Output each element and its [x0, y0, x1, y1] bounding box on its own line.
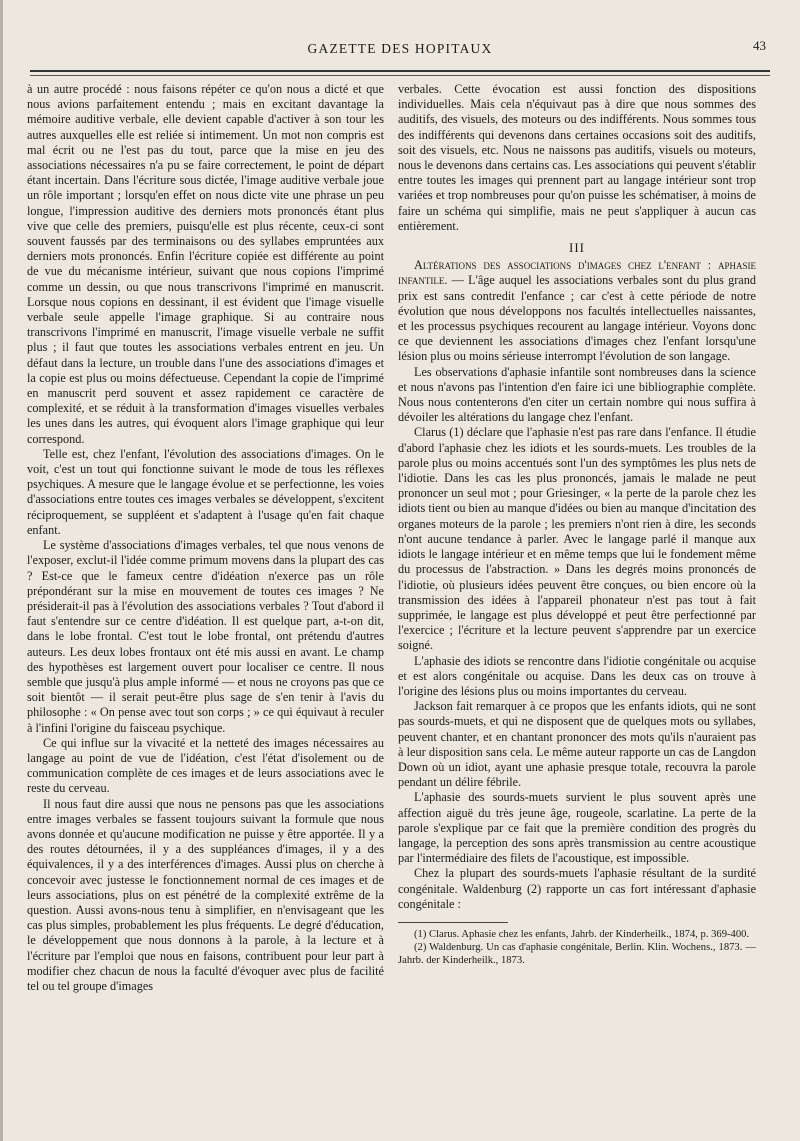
paragraph: Ce qui influe sur la vivacité et la netteté des images nécessaires au langage au point de vue de l'idéation, c'est l'état d'isolement ou de communication complète de ces images et de leurs associations avec le reste du cerveau.	[27, 735, 384, 796]
paragraph: verbales. Cette évocation est aussi fonction des dispositions individuelles. Mais cela n'équivaut pas à dire que nous sommes des auditifs, des visuels, des moteurs ou des indifférents. Nous sommes tous des indifférents qui devenons dans certaines occasions soit des auditifs, soit des visuels, etc. Nous ne naissons pas auditifs, visuels ou moteurs, nous le devenons dans certains cas. Les associations qui peuvent s'établir entre toutes les images qui prennent part au langage intérieur sont trop variées et trop nombreuses pour qu'on puisse les schématiser, à moins de faire un schéma qui simplifie, mais ne peut s'appliquer à aucun cas entièrement.	[398, 82, 756, 233]
running-title: GAZETTE DES HOPITAUX	[307, 41, 493, 56]
paragraph: Les observations d'aphasie infantile sont nombreuses dans la science et nous n'avons pas l'intention d'en faire ici une bibliographie complète. Nous nous contenterons d'en citer un certain nombre qui nous suffira à dévoiler les altérations du langage chez l'enfant.	[398, 364, 756, 425]
header-rule-thin	[30, 75, 770, 76]
paragraph: L'aphasie des sourds-muets survient le plus souvent après une affection aiguë du très jeune âge, rougeole, scarlatine. La perte de la parole s'explique par ce fait que la première condition des progrès du langage, la perception des sons après transmission au centre acoustique par l'intermédiaire des filets de l'acoustique, est impossible.	[398, 790, 756, 866]
page-header	[30, 38, 770, 60]
paragraph: à un autre procédé : nous faisons répéter ce qu'on nous a dicté et que nous avions parfaitement entendu ; mais en excitant davantage la mémoire auditive verbale, elle devient capable d'activer à son tour les autres auxquelles elle est reliée si intimement. Un mot non compris est mal écrit ou ne l'est pas du tout, parce que la mise en jeu des associations nécessaires n'a pu se faire correctement, le point de départ étant incertain. Dans l'écriture sous dictée, l'image auditive verbale joue un rôle important ; lorsqu'en effet on nous dicte vite une phrase un peu longue, l'impression auditive des derniers mots prononcés étant plus vive que celle des premiers, puisqu'elle est plus récente, ceux-ci sont souvent faussés par des terminaisons ou des syllabes empruntées aux derniers mots prononcés. Enfin l'écriture copiée est différente au point de vue du mécanisme intérieur, suivant que nous copions l'imprimé comme un dessin, ou que nous transcrivons l'imprimé en manuscrit. Lorsque nous copions en dessinant, il est évident que l'image visuelle verbale seule appelle l'image graphique. Si au contraire nous transcrivons l'imprimé en manuscrit, l'image visuelle verbale ne suffit plus ; il faut que toutes les associations verbales entrent en jeu. Un défaut dans la lecture, un trouble dans l'une des associations d'images et la copie est plus ou moins défectueuse. Cependant la copie de l'imprimé en manuscrit perd souvent et assez rapidement ce caractère de complexité, et se réduit à la transformation d'images visuelles verbales les unes dans les autres, qui évoquent alors l'image graphique qui leur correspond.	[27, 82, 384, 446]
paragraph: Clarus (1) déclare que l'aphasie n'est pas rare dans l'enfance. Il étudie d'abord l'aphasie chez les idiots et les sourds-muets. Les troubles de la parole plus ou moins accentués sont l'un des symptômes les plus nets de l'idiotie. Dans les cas les plus prononcés, jamais le malade ne peut prononcer un seul mot ; pour Griesinger, « la perte de la parole chez les idiots tient ou bien au manque d'idées ou bien au manque d'incitation des organes moteurs de la parole ; les premiers n'ont rien à dire, les seconds n'ont aucune tendance à parler. Avec le langage parlé il manque aux idiots le langage intérieur et en même temps que lui le fondement même du processus de l'abstraction. » Dans les degrés moins prononcés de l'idiotie, où plusieurs idées peuvent être conçues, ou bien encore où la transmission des idées à l'appareil phonateur n'est pas tout à fait supprimée, le langage est plus développé et peut être perfectionné par l'exercice ; l'écriture et la lecture peuvent s'apprendre par un exercice soigné.	[398, 425, 756, 653]
footnote: (1) Clarus. Aphasie chez les enfants, Jahrb. der Kinderheilk., 1874, p. 369-400.	[414, 928, 750, 940]
paragraph: Le système d'associations d'images verbales, tel que nous venons de l'exposer, exclut-il l'idée comme primum movens dans la plupart des cas ? Est-ce que le fameux centre d'idéation n'exerce pas un rôle prépondérant sur la mise en mouvement de toutes ces images ? Ne présiderait-il pas à l'évolution des associations verbales ? Tout d'abord il faut s'entendre sur ce centre d'idéation. Il est quelque part, a-t-on dit, dans le lobe frontal. C'est tout le lobe frontal, ont prétendu d'autres auteurs. Les deux lobes frontaux ont été mis aussi en avant. Le champ des hypothèses est largement ouvert pour localiser ce centre. Il nous semble que jusqu'à plus ample informé — et nous ne croyons pas que ce soit bientôt — il serait peut-être plus sage de s'en tenir à l'avis du philosophe : « On pense avec tout son corps ; » ce qui équivaut à reculer à l'infini l'origine du faisceau psychique.	[27, 538, 384, 735]
paragraph: Chez la plupart des sourds-muets l'aphasie résultant de la surdité congénitale. Waldenburg (2) rapporte un cas fort intéressant d'aphasie congénitale :	[398, 866, 756, 911]
paragraph: Il nous faut dire aussi que nous ne pensons pas que les associations entre images verbales se fassent toujours suivant la formule que nous avons donnée et qu'aucune modification ne puisse y être apportée. Il y a des routes détournées, il y a des suppléances d'images, il y a des équivalences, il y a des interférences d'images. Aussi plus on cherche à concevoir avec justesse le fonctionnement normal de ces images et de leurs associations, plus on est pénétré de la complexité extrême de la question. Aussi avons-nous tenu à simplifier, en n'envisageant que les cas plus simples, probablement les plus fréquents. Le degré d'éducation, le développement que nous donnons à la parole, à la lecture et à l'écriture par l'emploi que nous en faisons, contribuent pour leur part à modifier chez chacun de nous la faculté d'évoquer avec plus de facilité tel ou tel groupe d'images	[27, 796, 384, 993]
header-rule-thick	[30, 70, 770, 72]
footnote-rule	[398, 922, 508, 923]
section-number: III	[569, 240, 585, 256]
right-column	[398, 82, 756, 1127]
footnote: (2) Waldenburg. Un cas d'aphasie congénitale, Berlin. Klin. Wochens., 1873. — Jahrb. der Kinderheilk., 1873.	[398, 941, 756, 966]
section-heading: Altérations des associations d'images chez l'enfant : aphasie infantile.	[398, 258, 756, 288]
page-fold-shadow	[0, 0, 3, 1141]
paragraph: Jackson fait remarquer à ce propos que les enfants idiots, qui ne sont pas sourds-muets, et qui ne disposent que de quelques mots ou syllabes, peuvent chanter, et en chantant prononcer des mots qu'ils n'auraient pas à leur disposition sans cela. Le même auteur rapporte un cas de Langdon Down où un idiot, ayant une aphasie presque totale, recouvra la parole pendant un délire fébrile.	[398, 699, 756, 790]
left-column	[27, 82, 384, 1127]
section-lead-text: — L'âge auquel les associations verbales sont du plus grand prix est sans contredit l'enfance ; car c'est à cette période de notre évolution que nous développons nos facultés intellectuelles naissantes, et les processus psychiques recourent au langage intérieur. Voyons donc ce que deviennent les associations d'images chez l'enfant lorsqu'une lésion plus ou moins sérieuse interrompt l'évolution de son langage.	[398, 273, 756, 364]
page-number: 43	[753, 38, 766, 53]
paragraph: Telle est, chez l'enfant, l'évolution des associations d'images. On le voit, c'est un tout qui fonctionne suivant le mode de tous les réflexes psychiques. A mesure que le langage évolue et se perfectionne, les voies d'associations entre toutes ces images verbales se développent, s'excitent réciproquement, se suppléent et s'adaptent à l'usage qu'en fait chaque enfant.	[27, 446, 384, 537]
section-opening-paragraph	[398, 258, 756, 364]
paragraph: L'aphasie des idiots se rencontre dans l'idiotie congénitale ou acquise et est alors congénitale ou acquise. Dans les deux cas on trouve à l'origine des lésions plus ou moins importantes du cerveau.	[398, 653, 756, 698]
